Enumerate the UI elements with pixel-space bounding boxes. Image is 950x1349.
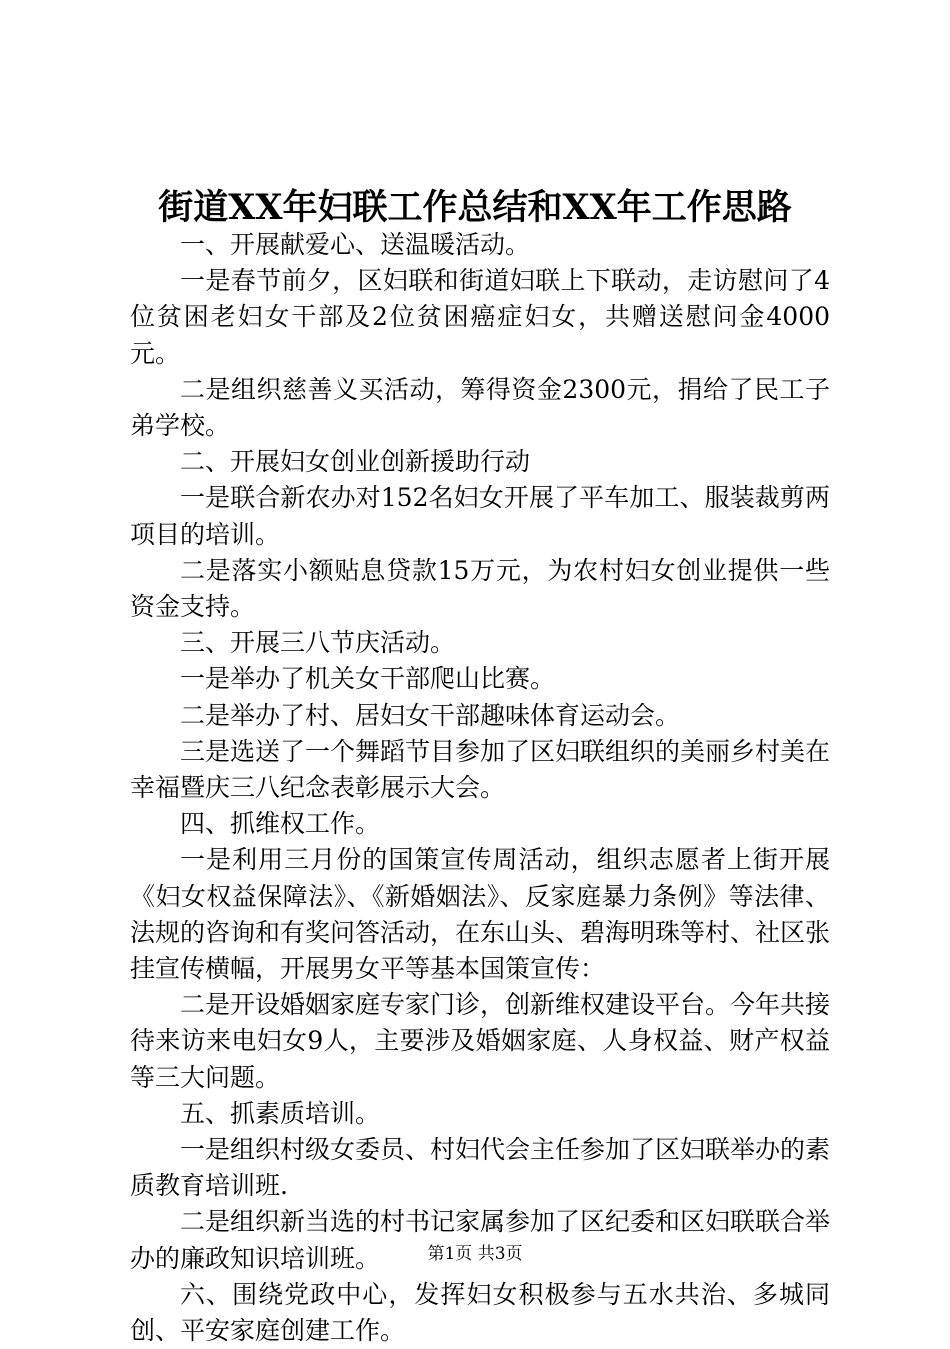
section-heading: 二、开展妇女创业创新援助行动: [180, 447, 531, 477]
body-paragraph: 一是联合新农办对152名妇女开展了平车加工、服装裁剪两项目的培训。: [130, 483, 830, 549]
section-heading: 一、开展献爱心、送温暖活动。: [180, 230, 531, 259]
body-paragraph: 一是春节前夕，区妇联和街道妇联上下联动，走访慰问了4位贫困老妇女干部及2位贫困癌症妇女，共赠送慰问金4000元。: [130, 266, 830, 368]
body-paragraph: 一是举办了机关女干部爬山比赛。: [180, 664, 556, 694]
section-heading: 三、开展三八节庆活动。: [180, 628, 456, 658]
document-body: [130, 227, 830, 1349]
body-paragraph: 二是组织慈善义买活动，筹得资金2300元，捐给了民工子弟学校。: [130, 374, 830, 441]
section-heading: 四、抓维权工作。: [180, 809, 381, 839]
page-number: 第1页 共3页: [427, 1244, 523, 1264]
body-paragraph: 二是开设婚姻家庭专家门诊，创新维权建设平台。今年共接待来访来电妇女9人，主要涉及婚姻家庭、人身权益、财产权益等三大问题。: [130, 990, 831, 1092]
document-title: 街道XX年妇联工作总结和XX年工作思路: [158, 187, 792, 228]
body-paragraph: 二是举办了村、居妇女干部趣味体育运动会。: [180, 700, 681, 730]
section-heading: 六、围绕党政中心，发挥妇女积极参与五水共治、多城同创、平安家庭创建工作。: [130, 1279, 830, 1346]
section-heading: 五、抓素质培训。: [180, 1098, 381, 1128]
body-paragraph: 一是利用三月份的国策宣传周活动，组织志愿者上街开展《妇女权益保障法》、《新婚姻法》、反家庭暴力条例》等法律、法规的咨询和有奖问答活动，在东山头、碧海明珠等村、社区张挂宣传横幅，开展男女平等基本国策宣传：: [130, 845, 831, 984]
body-paragraph: 三是选送了一个舞蹈节目参加了区妇联组织的美丽乡村美在幸福暨庆三八纪念表彰展示大会。: [130, 736, 831, 803]
body-paragraph: 一是组织村级女委员、村妇代会主任参加了区妇联举办的素质教育培训班.: [130, 1135, 831, 1201]
body-paragraph: 二是组织新当选的村书记家属参加了区纪委和区妇联联合举办的廉政知识培训班。: [130, 1207, 831, 1273]
body-paragraph: 二是落实小额贴息贷款15万元，为农村妇女创业提供一些资金支持。: [130, 555, 830, 622]
